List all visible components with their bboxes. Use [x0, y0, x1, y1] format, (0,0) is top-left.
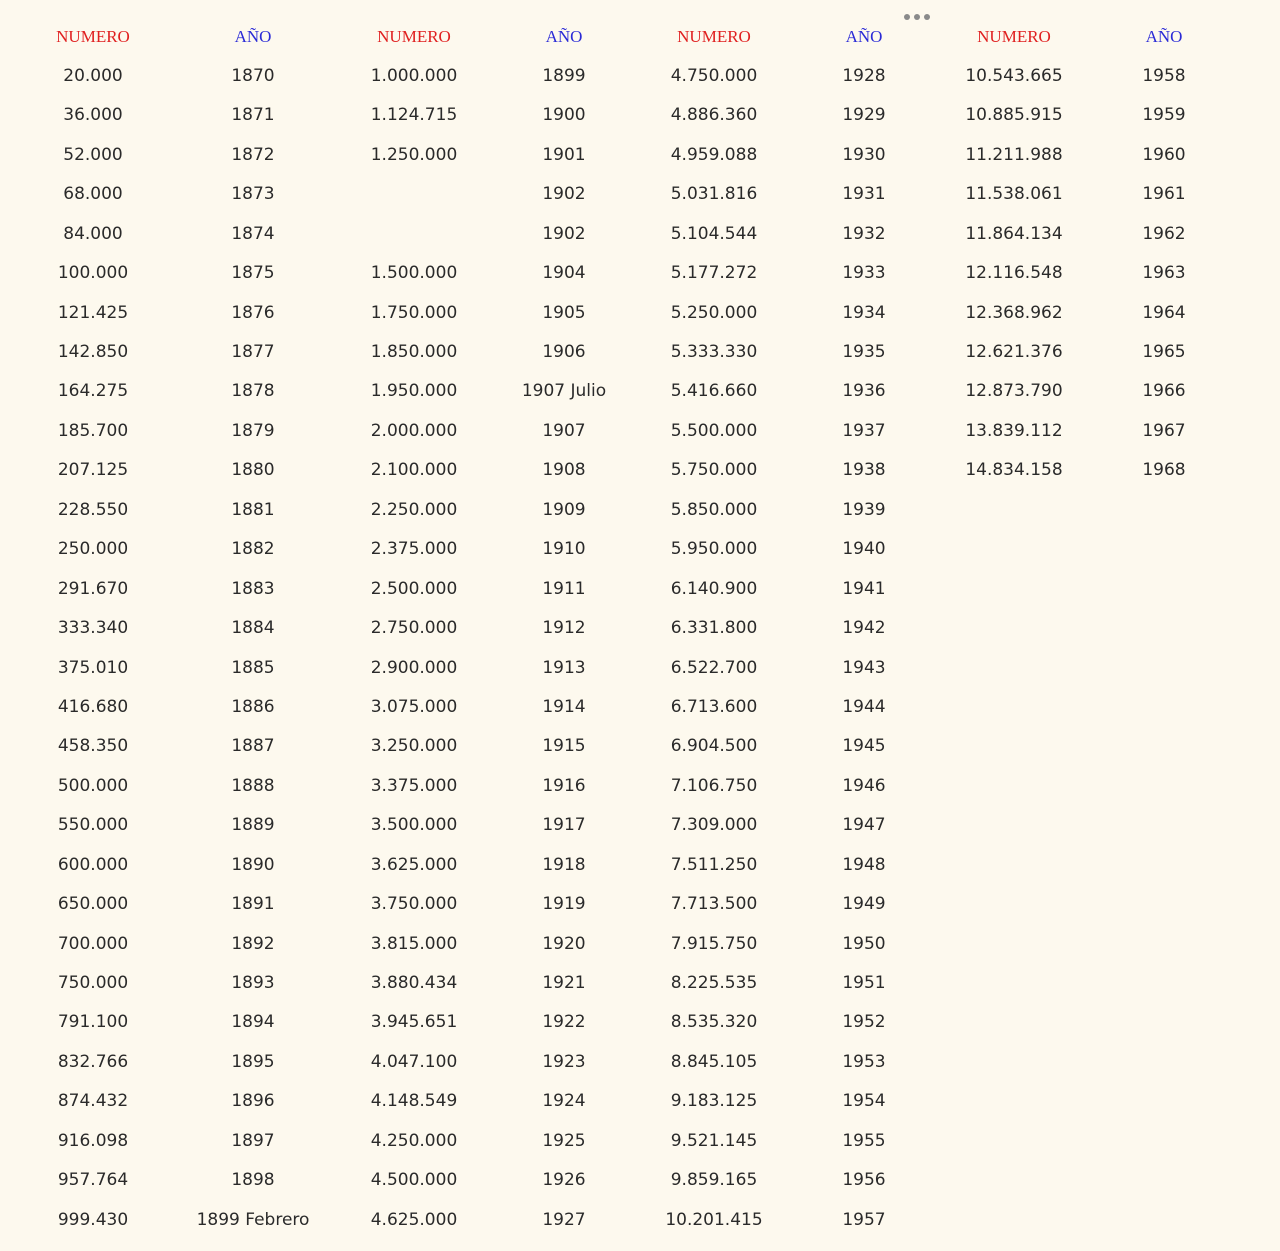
anio-cell: 1875 — [231, 263, 275, 284]
anio-cell: 1874 — [231, 223, 275, 244]
numero-cell: 12.873.790 — [965, 381, 1063, 402]
anio-cell: 1959 — [1142, 105, 1186, 126]
anio-cell: 1916 — [542, 775, 586, 796]
numero-cell: 4.047.100 — [370, 1051, 458, 1072]
anio-cell: 1897 — [231, 1130, 275, 1151]
anio-cell: 1948 — [842, 854, 886, 875]
anio-cell: 1888 — [231, 775, 275, 796]
anio-cell: 1951 — [842, 972, 886, 993]
numero-cell: 650.000 — [57, 894, 129, 914]
numero-cell: 4.625.000 — [370, 1209, 458, 1230]
anio-cell: 1893 — [231, 972, 275, 993]
anio-cell: 1918 — [542, 854, 586, 875]
anio-cell: 1957 — [842, 1209, 886, 1230]
numero-cell: 11.538.061 — [965, 184, 1063, 205]
anio-cell: 1952 — [842, 1012, 886, 1033]
numero-cell: 228.550 — [57, 499, 129, 520]
anio-cell: 1899 — [542, 66, 586, 86]
numero-cell: 1.250.000 — [370, 144, 458, 165]
numero-cell: 2.250.000 — [370, 499, 458, 520]
anio-cell: 1922 — [542, 1012, 586, 1033]
numero-cell: 2.750.000 — [370, 618, 458, 638]
numero-cell: 7.915.750 — [670, 933, 758, 954]
anio-cell: 1909 — [542, 499, 586, 520]
anio-cell: 1946 — [842, 775, 886, 796]
numero-cell: 6.331.800 — [670, 618, 758, 638]
numero-cell: 791.100 — [57, 1012, 129, 1033]
anio-cell: 1933 — [842, 263, 886, 284]
numero-cell: 68.000 — [63, 184, 123, 205]
anio-cell: 1967 — [1142, 420, 1186, 441]
anio-cell: 1923 — [542, 1051, 586, 1072]
numero-cell: 916.098 — [57, 1130, 129, 1151]
numero-cell: 185.700 — [57, 420, 129, 441]
anio-cell: 1914 — [542, 696, 586, 717]
anio-cell: 1911 — [542, 578, 586, 599]
anio-cell: 1954 — [842, 1091, 886, 1112]
numero-cell: 4.500.000 — [370, 1170, 458, 1190]
numero-cell: 5.416.660 — [670, 381, 758, 402]
anio-cell: 1901 — [542, 144, 586, 165]
header-anio: AÑO — [234, 27, 272, 46]
anio-cell: 1963 — [1142, 263, 1186, 284]
numero-cell: 10.543.665 — [965, 66, 1063, 86]
numero-cell: 14.834.158 — [965, 460, 1063, 481]
numero-cell: 6.522.700 — [670, 657, 758, 678]
anio-cell: 1934 — [842, 302, 886, 323]
anio-cell: 1947 — [842, 815, 886, 836]
header-numero: NUMERO — [377, 27, 451, 46]
anio-cell: 1872 — [231, 144, 275, 165]
header-anio: AÑO — [1145, 27, 1183, 46]
header-anio: AÑO — [545, 27, 583, 46]
anio-cell: 1896 — [231, 1091, 275, 1112]
numero-cell: 750.000 — [57, 972, 129, 993]
anio-cell: 1904 — [542, 263, 586, 284]
numero-cell: 52.000 — [63, 144, 123, 165]
numero-cell: 1.500.000 — [370, 263, 458, 284]
anio-cell: 1878 — [231, 381, 275, 402]
anio-cell: 1935 — [842, 342, 886, 362]
anio-cell: 1905 — [542, 302, 586, 323]
anio-cell: 1917 — [542, 815, 586, 836]
numero-cell: 700.000 — [57, 933, 129, 954]
numero-cell: 1.850.000 — [370, 342, 458, 362]
numero-cell: 3.625.000 — [370, 854, 458, 875]
numero-cell: 375.010 — [57, 657, 129, 678]
numero-cell: 8.845.105 — [670, 1051, 758, 1072]
header-numero: NUMERO — [977, 27, 1051, 46]
header-anio: AÑO — [845, 27, 883, 46]
numero-cell: 291.670 — [57, 578, 129, 599]
anio-cell: 1932 — [842, 223, 886, 244]
anio-cell: 1881 — [231, 499, 275, 520]
numero-cell: 3.250.000 — [370, 736, 458, 757]
anio-cell: 1955 — [842, 1130, 886, 1151]
numero-cell: 11.864.134 — [965, 223, 1063, 244]
numero-cell: 5.250.000 — [670, 302, 758, 323]
anio-cell: 1921 — [542, 972, 586, 993]
anio-cell: 1953 — [842, 1051, 886, 1072]
anio-cell: 1876 — [231, 302, 275, 323]
anio-cell: 1927 — [542, 1209, 586, 1230]
anio-cell: 1949 — [842, 894, 886, 914]
numero-cell: 3.880.434 — [370, 972, 458, 993]
numero-cell: 5.177.272 — [670, 263, 758, 284]
numero-cell: 3.375.000 — [370, 775, 458, 796]
numero-cell: 9.859.165 — [670, 1170, 758, 1190]
anio-cell: 1939 — [842, 499, 886, 520]
anio-cell: 1928 — [842, 66, 886, 86]
anio-cell: 1965 — [1142, 342, 1186, 362]
anio-cell: 1889 — [231, 815, 275, 836]
anio-cell: 1882 — [231, 539, 275, 560]
numero-cell: 9.183.125 — [670, 1091, 758, 1112]
numero-cell: 2.900.000 — [370, 657, 458, 678]
anio-cell: 1966 — [1142, 381, 1186, 402]
numero-cell: 7.713.500 — [670, 894, 758, 914]
anio-cell: 1907 Julio — [521, 381, 607, 402]
anio-cell: 1883 — [231, 578, 275, 599]
anio-cell: 1895 — [231, 1051, 275, 1072]
numero-cell: 2.375.000 — [370, 539, 458, 560]
numero-cell: 416.680 — [57, 696, 129, 717]
anio-cell: 1941 — [842, 578, 886, 599]
anio-cell: 1940 — [842, 539, 886, 560]
numero-cell: 9.521.145 — [670, 1130, 758, 1151]
anio-cell: 1906 — [542, 342, 586, 362]
numero-cell: 832.766 — [57, 1051, 129, 1072]
anio-cell: 1943 — [842, 657, 886, 678]
numero-cell: 10.885.915 — [965, 105, 1063, 126]
anio-cell: 1924 — [542, 1091, 586, 1112]
numero-cell: 3.945.651 — [370, 1012, 458, 1033]
anio-cell: 1902 — [542, 223, 586, 244]
numero-cell: 7.106.750 — [670, 775, 758, 796]
numero-cell: 12.621.376 — [965, 342, 1063, 362]
anio-cell: 1899 Febrero — [196, 1209, 310, 1230]
numero-cell: 2.500.000 — [370, 578, 458, 599]
numero-cell: 6.713.600 — [670, 696, 758, 717]
numero-cell: 6.140.900 — [670, 578, 758, 599]
anio-cell: 1961 — [1142, 184, 1186, 205]
numero-cell: 550.000 — [57, 815, 129, 836]
anio-cell: 1910 — [542, 539, 586, 560]
numero-cell: 1.950.000 — [370, 381, 458, 402]
numero-cell: 84.000 — [63, 223, 123, 244]
anio-cell: 1919 — [542, 894, 586, 914]
anio-cell: 1915 — [542, 736, 586, 757]
anio-cell: 1944 — [842, 696, 886, 717]
numero-cell: 5.950.000 — [670, 539, 758, 560]
anio-cell: 1902 — [542, 184, 586, 205]
header-numero: NUMERO — [56, 27, 130, 46]
numero-cell: 100.000 — [57, 263, 129, 284]
numero-cell: 8.535.320 — [670, 1012, 758, 1033]
numero-cell: 4.959.088 — [670, 144, 758, 165]
anio-cell: 1938 — [842, 460, 886, 481]
numero-cell: 5.333.330 — [670, 342, 758, 362]
numero-cell: 4.148.549 — [370, 1091, 458, 1112]
numero-cell: 4.250.000 — [370, 1130, 458, 1151]
anio-cell: 1873 — [231, 184, 275, 205]
anio-cell: 1886 — [231, 696, 275, 717]
numero-cell: 2.100.000 — [370, 460, 458, 481]
anio-cell: 1925 — [542, 1130, 586, 1151]
numero-cell: 7.511.250 — [670, 854, 758, 875]
anio-cell: 1958 — [1142, 66, 1186, 86]
numero-cell: 12.116.548 — [965, 263, 1063, 284]
numero-cell: 1.124.715 — [370, 105, 458, 126]
anio-cell: 1894 — [231, 1012, 275, 1033]
anio-cell: 1884 — [231, 618, 275, 638]
numero-cell: 458.350 — [57, 736, 129, 757]
more-options-icon[interactable] — [904, 12, 936, 22]
anio-cell: 1912 — [542, 618, 586, 638]
anio-cell: 1960 — [1142, 144, 1186, 165]
anio-cell: 1900 — [542, 105, 586, 126]
anio-cell: 1898 — [231, 1170, 275, 1190]
anio-cell: 1968 — [1142, 460, 1186, 481]
numero-cell: 121.425 — [57, 302, 129, 323]
anio-cell: 1964 — [1142, 302, 1186, 323]
anio-cell: 1877 — [231, 342, 275, 362]
anio-cell: 1929 — [842, 105, 886, 126]
anio-cell: 1913 — [542, 657, 586, 678]
numero-cell: 5.750.000 — [670, 460, 758, 481]
numero-cell: 4.750.000 — [670, 66, 758, 86]
anio-cell: 1887 — [231, 736, 275, 757]
numero-cell: 3.075.000 — [370, 696, 458, 717]
anio-cell: 1931 — [842, 184, 886, 205]
anio-cell: 1930 — [842, 144, 886, 165]
anio-cell: 1891 — [231, 894, 275, 914]
anio-cell: 1950 — [842, 933, 886, 954]
anio-cell: 1920 — [542, 933, 586, 954]
numero-cell: 1.000.000 — [370, 66, 458, 86]
numero-cell: 874.432 — [57, 1091, 129, 1112]
anio-cell: 1880 — [231, 460, 275, 481]
numero-cell: 2.000.000 — [370, 420, 458, 441]
anio-cell: 1926 — [542, 1170, 586, 1190]
anio-cell: 1890 — [231, 854, 275, 875]
numero-cell: 3.815.000 — [370, 933, 458, 954]
anio-cell: 1937 — [842, 420, 886, 441]
numero-cell: 957.764 — [57, 1170, 129, 1190]
anio-cell: 1907 — [542, 420, 586, 441]
numero-cell: 333.340 — [57, 618, 129, 638]
anio-cell: 1942 — [842, 618, 886, 638]
numero-cell: 500.000 — [57, 775, 129, 796]
numero-cell: 1.750.000 — [370, 302, 458, 323]
numero-cell: 11.211.988 — [965, 144, 1063, 165]
header-numero: NUMERO — [677, 27, 751, 46]
anio-cell: 1870 — [231, 66, 275, 86]
numero-cell: 5.850.000 — [670, 499, 758, 520]
numero-cell: 999.430 — [57, 1209, 129, 1230]
numero-cell: 3.500.000 — [370, 815, 458, 836]
numero-cell: 36.000 — [63, 105, 123, 126]
anio-cell: 1885 — [231, 657, 275, 678]
numero-cell: 3.750.000 — [370, 894, 458, 914]
numero-cell: 5.104.544 — [670, 223, 758, 244]
numero-cell: 164.275 — [57, 381, 129, 402]
numero-cell: 5.500.000 — [670, 420, 758, 441]
numero-cell: 8.225.535 — [670, 972, 758, 993]
numero-cell: 207.125 — [57, 460, 129, 481]
numero-cell: 7.309.000 — [670, 815, 758, 836]
numero-cell: 12.368.962 — [965, 302, 1063, 323]
numero-cell: 4.886.360 — [670, 105, 758, 126]
numero-cell: 600.000 — [57, 854, 129, 875]
anio-cell: 1956 — [842, 1170, 886, 1190]
anio-cell: 1936 — [842, 381, 886, 402]
numero-cell: 5.031.816 — [670, 184, 758, 205]
numero-cell: 250.000 — [57, 539, 129, 560]
numero-cell: 10.201.415 — [665, 1209, 763, 1230]
anio-cell: 1892 — [231, 933, 275, 954]
numero-cell: 142.850 — [57, 342, 129, 362]
numero-cell: 13.839.112 — [965, 420, 1063, 441]
anio-cell: 1879 — [231, 420, 275, 441]
numero-cell: 20.000 — [63, 66, 123, 86]
anio-cell: 1945 — [842, 736, 886, 757]
anio-cell: 1962 — [1142, 223, 1186, 244]
anio-cell: 1871 — [231, 105, 275, 126]
anio-cell: 1908 — [542, 460, 586, 481]
numero-cell: 6.904.500 — [670, 736, 758, 757]
